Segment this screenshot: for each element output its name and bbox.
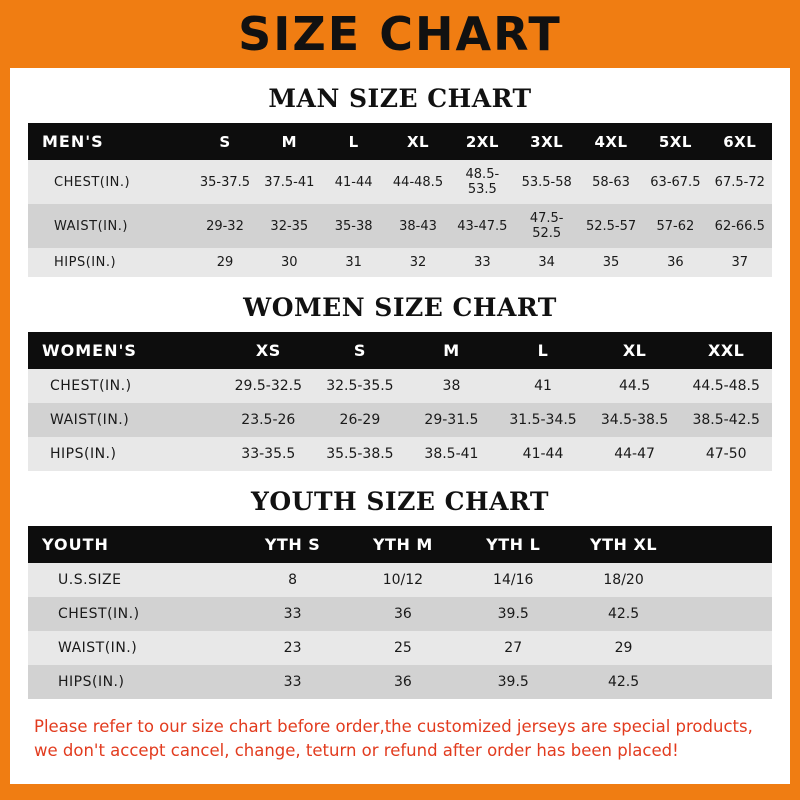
cell: 23: [237, 631, 347, 665]
cell: 37: [708, 248, 772, 277]
man-section-title: MAN SIZE CHART: [268, 84, 532, 113]
cell: 32: [386, 248, 450, 277]
column-header: L: [497, 332, 589, 369]
table-row: [28, 204, 772, 248]
table-row: [28, 369, 772, 403]
table-row: [28, 665, 772, 699]
cell: 35-38: [321, 204, 385, 248]
cell: 41-44: [321, 160, 385, 204]
bottom-accent-bar: [10, 784, 790, 800]
column-header-spacer: [679, 526, 772, 563]
content: [10, 84, 790, 763]
cell: 41: [497, 369, 589, 403]
row-label: WAIST(IN.): [28, 631, 237, 665]
table-row: [28, 563, 772, 597]
cell: 29: [193, 248, 257, 277]
cell: 36: [348, 597, 458, 631]
column-header: WOMEN'S: [28, 332, 223, 369]
disclaimer-line-1: Please refer to our size chart before order,the customized jerseys are special products,: [34, 717, 753, 736]
table-row: [28, 248, 772, 277]
cell-spacer: [679, 665, 772, 699]
cell: 53.5-58: [515, 160, 579, 204]
cell: 26-29: [314, 403, 406, 437]
cell: 32-35: [257, 204, 321, 248]
cell: 35.5-38.5: [314, 437, 406, 471]
cell: 41-44: [497, 437, 589, 471]
cell-spacer: [679, 631, 772, 665]
cell: 44.5-48.5: [680, 369, 772, 403]
row-label: WAIST(IN.): [28, 204, 193, 248]
youth-section-title: YOUTH SIZE CHART: [251, 487, 549, 516]
cell: 30: [257, 248, 321, 277]
cell: 31.5-34.5: [497, 403, 589, 437]
cell: 38.5-42.5: [680, 403, 772, 437]
table-header-row: [28, 123, 772, 160]
column-header: YTH L: [458, 526, 568, 563]
cell: 47.5-52.5: [515, 204, 579, 248]
cell: 23.5-26: [223, 403, 315, 437]
table-header-row: [28, 526, 772, 563]
column-header: XL: [386, 123, 450, 160]
cell: 31: [321, 248, 385, 277]
cell: 33-35.5: [223, 437, 315, 471]
cell: 25: [348, 631, 458, 665]
row-label: CHEST(IN.): [28, 369, 223, 403]
table-row: [28, 437, 772, 471]
cell: 42.5: [568, 597, 678, 631]
column-header: S: [314, 332, 406, 369]
cell: 10/12: [348, 563, 458, 597]
banner: [0, 0, 800, 68]
cell-spacer: [679, 563, 772, 597]
cell: 35-37.5: [193, 160, 257, 204]
cell: 36: [348, 665, 458, 699]
cell: 14/16: [458, 563, 568, 597]
column-header: YTH S: [237, 526, 347, 563]
column-header: 3XL: [515, 123, 579, 160]
cell: 44-48.5: [386, 160, 450, 204]
cell: 35: [579, 248, 643, 277]
cell: 29-31.5: [406, 403, 498, 437]
column-header: YTH M: [348, 526, 458, 563]
cell: 62-66.5: [708, 204, 772, 248]
cell: 57-62: [643, 204, 707, 248]
cell: 43-47.5: [450, 204, 514, 248]
column-header: XS: [223, 332, 315, 369]
column-header: 4XL: [579, 123, 643, 160]
column-header: MEN'S: [28, 123, 193, 160]
cell: 38.5-41: [406, 437, 498, 471]
cell: 44-47: [589, 437, 681, 471]
cell: 67.5-72: [708, 160, 772, 204]
row-label: U.S.SIZE: [28, 563, 237, 597]
youth-size-table: [28, 526, 772, 699]
row-label: HIPS(IN.): [28, 437, 223, 471]
cell: 33: [237, 597, 347, 631]
cell: 37.5-41: [257, 160, 321, 204]
column-header: 6XL: [708, 123, 772, 160]
cell: 29-32: [193, 204, 257, 248]
column-header: M: [406, 332, 498, 369]
column-header: XXL: [680, 332, 772, 369]
cell: 38: [406, 369, 498, 403]
cell: 39.5: [458, 665, 568, 699]
cell: 42.5: [568, 665, 678, 699]
column-header: YOUTH: [28, 526, 237, 563]
row-label: CHEST(IN.): [28, 597, 237, 631]
cell: 33: [450, 248, 514, 277]
women-size-table: [28, 332, 772, 471]
cell: 52.5-57: [579, 204, 643, 248]
cell: 39.5: [458, 597, 568, 631]
table-row: [28, 597, 772, 631]
column-header: YTH XL: [568, 526, 678, 563]
cell: 58-63: [579, 160, 643, 204]
cell: 27: [458, 631, 568, 665]
cell: 33: [237, 665, 347, 699]
row-label: CHEST(IN.): [28, 160, 193, 204]
cell: 36: [643, 248, 707, 277]
cell: 8: [237, 563, 347, 597]
row-label: WAIST(IN.): [28, 403, 223, 437]
disclaimer-note: [34, 715, 766, 763]
cell: 34.5-38.5: [589, 403, 681, 437]
table-row: [28, 160, 772, 204]
column-header: 5XL: [643, 123, 707, 160]
table-row: [28, 631, 772, 665]
column-header: XL: [589, 332, 681, 369]
cell: 18/20: [568, 563, 678, 597]
column-header: L: [321, 123, 385, 160]
table-row: [28, 403, 772, 437]
column-header: 2XL: [450, 123, 514, 160]
cell: 32.5-35.5: [314, 369, 406, 403]
cell: 29.5-32.5: [223, 369, 315, 403]
row-label: HIPS(IN.): [28, 665, 237, 699]
cell: 44.5: [589, 369, 681, 403]
cell: 47-50: [680, 437, 772, 471]
cell: 63-67.5: [643, 160, 707, 204]
column-header: M: [257, 123, 321, 160]
cell: 48.5-53.5: [450, 160, 514, 204]
row-label: HIPS(IN.): [28, 248, 193, 277]
cell: 29: [568, 631, 678, 665]
man-size-table: [28, 123, 772, 277]
women-section-title: WOMEN SIZE CHART: [243, 293, 557, 322]
cell: 34: [515, 248, 579, 277]
cell-spacer: [679, 597, 772, 631]
column-header: S: [193, 123, 257, 160]
disclaimer-line-2: we don't accept cancel, change, teturn or refund after order has been placed!: [34, 740, 679, 760]
page-title: SIZE CHART: [238, 7, 562, 61]
cell: 38-43: [386, 204, 450, 248]
table-header-row: [28, 332, 772, 369]
